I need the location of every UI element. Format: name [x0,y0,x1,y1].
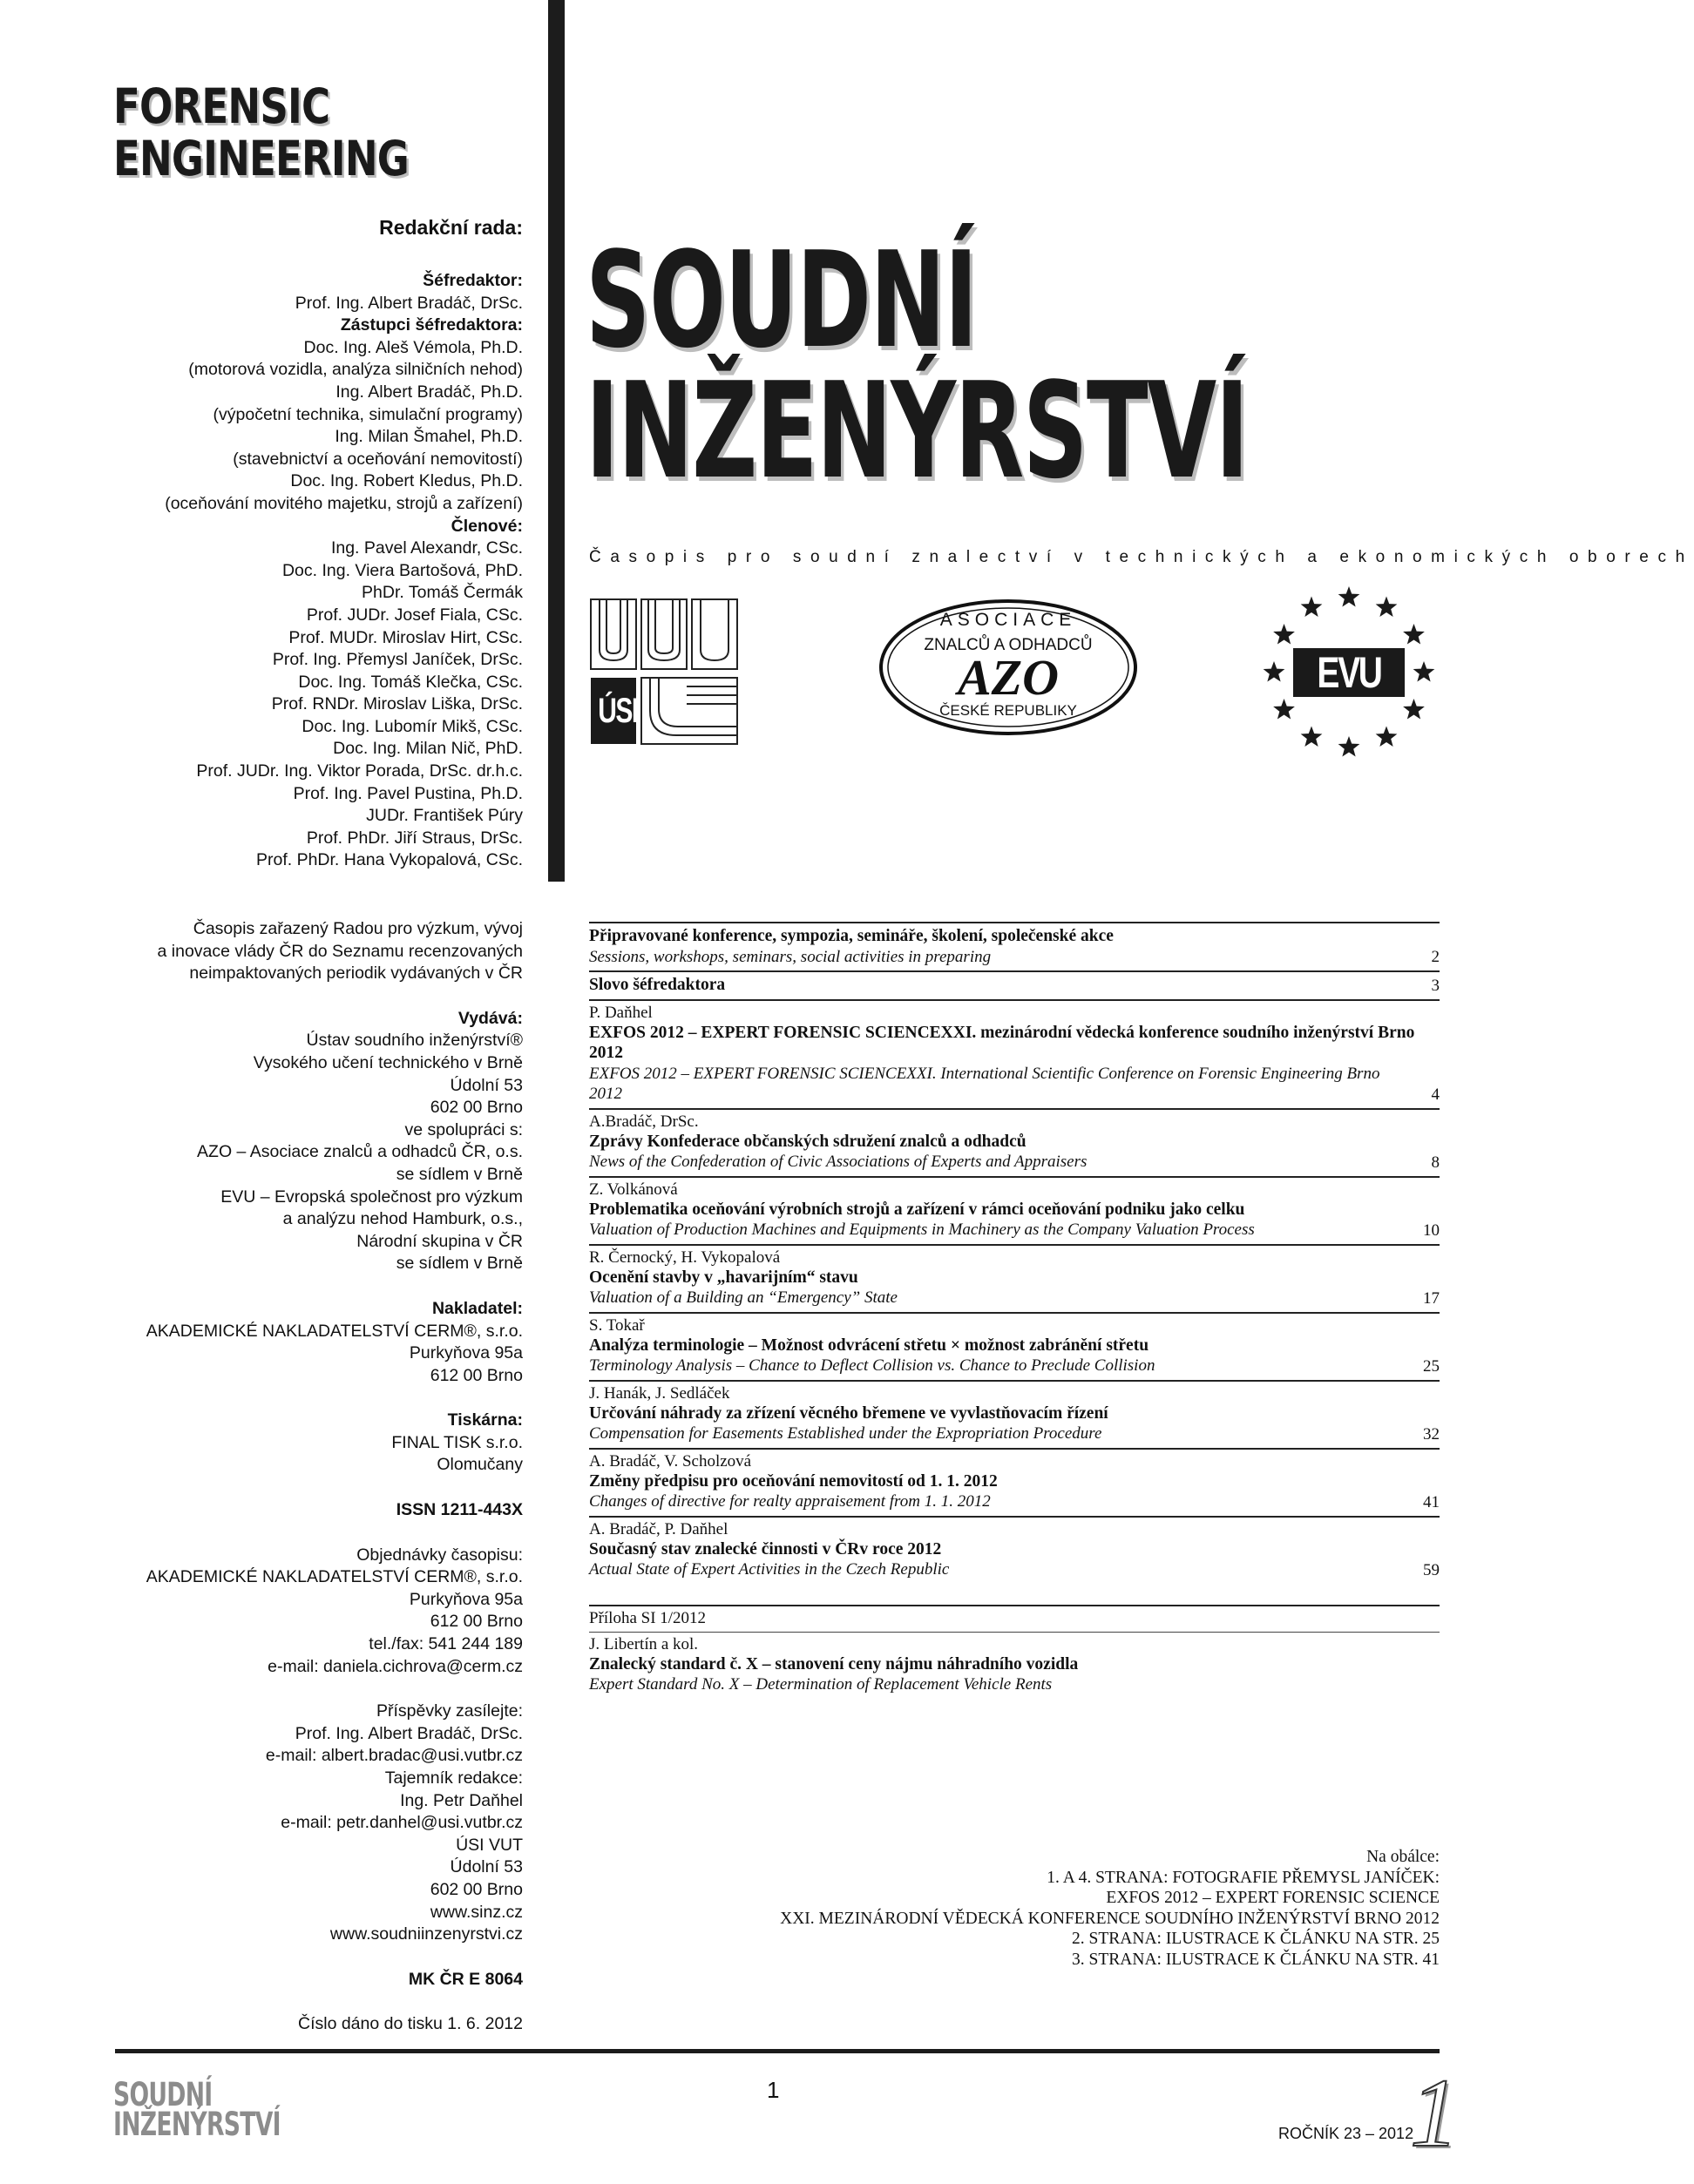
toc-author: Z. Volkánová [589,1180,678,1199]
imprint-line: Číslo dáno do tisku 1. 6. 2012 [297,2014,523,2034]
imprint-block [70,1410,523,1477]
imprint-block [70,1499,523,1522]
imprint-line: AKADEMICKÉ NAKLADATELSTVÍ CERM®, s.r.o. [146,1321,523,1341]
toc-entry[interactable] [589,922,1440,970]
imprint-line: a analýzu nehod Hamburk, o.s., [282,1209,523,1229]
imprint-block [70,1008,523,1275]
imprint-line: AKADEMICKÉ NAKLADATELSTVÍ CERM®, s.r.o. [146,1567,523,1587]
star-icon [1273,699,1295,720]
cover-note-line: Na obálce: [1366,1848,1440,1866]
imprint-line: e-mail: daniela.cichrova@cerm.cz [268,1656,523,1676]
imprint-line: ÚSI VUT [456,1835,523,1855]
star-icon [1338,586,1360,607]
star-icon [1403,699,1425,720]
imprint-line: Tajemník redakce: [384,1768,523,1788]
board-member: JUDr. František Púry [366,806,523,826]
imprint-line: a inovace vlády ČR do Seznamu recenzovaných [157,941,523,961]
imprint-line: Vydává: [457,1008,523,1028]
board-member: (výpočetní technika, simulační programy) [213,404,523,424]
imprint-line: e-mail: petr.danhel@usi.vutbr.cz [281,1813,523,1833]
board-member: (motorová vozidla, analýza silničních nehod) [188,360,523,380]
star-icon [1376,597,1398,618]
title-line-2: INŽENÝRSTVÍ [586,354,1248,508]
toc-title: Připravované konference, sympozia, semináře, školení, společenské akce [589,927,1114,945]
toc-english-title: Actual State of Expert Activities in the Czech Republic [589,1560,950,1579]
toc-page-number: 8 [1431,1153,1440,1172]
imprint-line: Vysokého učení technického v Brně [253,1052,523,1072]
imprint-line: AZO – Asociace znalců a odhadců ČR, o.s. [197,1142,523,1162]
imprint-block [70,1545,523,1679]
toc-entry[interactable] [589,1448,1440,1516]
board-member: Prof. JUDr. Ing. Viktor Porada, DrSc. dr.h.c. [196,761,523,781]
imprint-line: Tiskárna: [447,1410,523,1430]
star-icon [1413,661,1435,682]
supplement-heading: Příloha SI 1/2012 [589,1609,1440,1633]
toc-title: Určování náhrady za zřízení věcného břemene ve vyvlastňovacím řízení [589,1403,1108,1423]
toc-title: Analýza terminologie – Možnost odvrácení střetu × možnost zabránění střetu [589,1335,1149,1355]
imprint-line: 612 00 Brno [430,1612,523,1632]
imprint-line: 602 00 Brno [430,1879,523,1899]
imprint-line: Nakladatel: [431,1298,523,1318]
star-icon [1403,624,1425,645]
imprint-line: e-mail: albert.bradac@usi.vutbr.cz [265,1746,523,1766]
board-member: (stavebnictví a oceňování nemovitostí) [233,449,523,469]
imprint-line: Údolní 53 [450,1075,523,1095]
azo-mid-text: ZNALCŮ A ODHADCŮ [924,636,1093,654]
cover-note-line: EXFOS 2012 – EXPERT FORENSIC SCIENCE [1106,1889,1440,1907]
imprint-line: www.sinz.cz [430,1902,523,1922]
imprint-line: 612 00 Brno [430,1365,523,1385]
board-member: Ing. Pavel Alexandr, CSc. [330,538,523,558]
board-member: Doc. Ing. Viera Bartošová, PhD. [281,560,523,580]
usi-logo [589,598,742,750]
imprint-line: ISSN 1211-443X [396,1500,523,1520]
toc-entry[interactable] [589,1176,1440,1244]
azo-logo [877,598,1139,737]
supplement-author: J. Libertín a kol. [589,1634,699,1653]
board-member: Prof. Ing. Pavel Pustina, Ph.D. [293,783,523,803]
logo-line-2: ENGINEERING [113,131,409,186]
forensic-engineering-logo [113,80,409,185]
imprint-line: neimpaktovaných periodik vydávaných v ČR [189,964,523,984]
toc-entry[interactable] [589,1380,1440,1448]
toc-title: Slovo šéfredaktora [589,976,726,994]
footer-logo-line-2: INŽENÝRSTVÍ [113,2106,281,2143]
imprint-line: Prof. Ing. Albert Bradáč, DrSc. [295,1723,523,1743]
toc-page-number: 17 [1423,1288,1440,1308]
board-member: Prof. Ing. Albert Bradáč, DrSc. [295,293,523,313]
imprint-block [70,1701,523,1946]
editorial-board [70,270,523,872]
imprint-line: Příspěvky zasílejte: [376,1701,523,1721]
footer-logo-line-1: SOUDNÍ [113,2076,213,2113]
imprint-line: se sídlem v Brně [396,1164,523,1184]
azo-bottom-text: ČESKÉ REPUBLIKY [939,702,1077,719]
journal-title [586,223,1248,508]
toc-title: EXFOS 2012 – EXPERT FORENSIC SCIENCEXXI. mezinárodní vědecká konference soudního inženýrství Brno 2012 [589,1023,1415,1062]
imprint-block [70,1298,523,1387]
supplement [589,1605,1440,1699]
toc-english-title: News of the Confederation of Civic Associations of Experts and Appraisers [589,1153,1088,1171]
board-member: PhDr. Tomáš Čermák [362,583,523,603]
board-role-heading: Zástupci šéfredaktora: [340,315,523,335]
toc-entry[interactable] [589,1516,1440,1584]
cover-note-line: 3. STRANA: ILUSTRACE K ČLÁNKU NA STR. 41 [1072,1950,1440,1969]
board-member: (oceňování movitého majetku, strojů a zařízení) [165,493,523,513]
toc-title: Současný stav znalecké činnosti v ČRv roce 2012 [589,1539,942,1559]
imprint-line: MK ČR E 8064 [408,1969,523,1989]
cover-note-line: XXI. MEZINÁRODNÍ VĚDECKÁ KONFERENCE SOUDNÍHO INŽENÝRSTVÍ BRNO 2012 [780,1909,1440,1928]
imprint [70,918,523,2059]
toc-english-title: Valuation of Production Machines and Equipments in Machinery as the Company Valuation Process [589,1220,1255,1239]
toc-page-number: 3 [1431,976,1440,995]
toc-title: Ocenění stavby v „havarijním“ stavu [589,1268,858,1287]
toc-entry[interactable] [589,970,1440,999]
board-member: Prof. PhDr. Jiří Straus, DrSc. [306,828,523,848]
board-member: Prof. PhDr. Hana Vykopalová, CSc. [255,850,523,870]
board-member: Ing. Albert Bradáč, Ph.D. [335,382,523,402]
azo-main-text: AZO [958,649,1059,706]
star-icon [1264,661,1285,682]
imprint-line: Časopis zařazený Radou pro výzkum, vývoj [193,919,523,938]
volume-label: ROČNÍK 23 – 2012 [1278,2125,1414,2142]
toc-english-title: Changes of directive for realty appraisement from 1. 1. 2012 [589,1492,991,1511]
imprint-line: Národní skupina v ČR [356,1231,523,1251]
title-line-1: SOUDNÍ [586,223,977,377]
imprint-line: 602 00 Brno [430,1098,523,1118]
cover-note-line: 2. STRANA: ILUSTRACE K ČLÁNKU NA STR. 25 [1072,1930,1440,1948]
toc-page-number: 25 [1423,1356,1440,1376]
star-icon [1273,624,1295,645]
toc-page-number: 59 [1423,1560,1440,1579]
toc-page-number: 41 [1423,1492,1440,1511]
toc-english-title: Compensation for Easements Established under the Expropriation Procedure [589,1424,1102,1443]
imprint-line: Objednávky časopisu: [356,1545,523,1565]
evu-logo-text: EVU [1317,648,1381,697]
imprint-line: Olomučany [437,1455,523,1475]
board-member: Doc. Ing. Tomáš Klečka, CSc. [298,672,523,692]
usi-logo-text: ÚSI [598,692,638,730]
imprint-line: Purkyňova 95a [409,1343,523,1363]
board-member: Doc. Ing. Aleš Vémola, Ph.D. [303,337,523,357]
toc-entry[interactable] [589,1244,1440,1312]
page-number: 1 [767,2077,780,2103]
toc-page-number: 10 [1423,1220,1440,1240]
imprint-line: EVU – Evropská společnost pro výzkum [220,1187,523,1207]
imprint-line: ve spolupráci s: [404,1119,523,1139]
imprint-block [70,918,523,985]
journal-subtitle: Časopis pro soudní znalectví v technických a ekonomických oborech [589,548,1694,566]
toc-title: Změny předpisu pro oceňování nemovitostí od 1. 1. 2012 [589,1471,998,1491]
imprint-line: Údolní 53 [450,1857,523,1877]
star-icon [1301,726,1323,747]
supplement-english-title: Expert Standard No. X – Determination of Replacement Vehicle Rents [589,1675,1053,1694]
footer-divider [115,2049,1440,2053]
imprint-block [70,1969,523,1991]
board-member: Doc. Ing. Lubomír Mikš, CSc. [302,716,523,736]
table-of-contents [589,922,1440,1699]
toc-page-number: 32 [1423,1424,1440,1444]
imprint-line: Purkyňova 95a [409,1589,523,1609]
star-icon [1338,736,1360,757]
board-member: Prof. Ing. Přemysl Janíček, DrSc. [272,650,523,670]
imprint-line: FINAL TISK s.r.o. [391,1432,523,1452]
imprint-line: tel./fax: 541 244 189 [369,1634,523,1654]
toc-author: A. Bradáč, P. Daňhel [589,1519,728,1538]
toc-title: Zprávy Konfederace občanských sdružení znalců a odhadců [589,1132,1027,1151]
toc-author: A.Bradáč, DrSc. [589,1112,699,1131]
toc-author: J. Hanák, J. Sedláček [589,1383,730,1403]
imprint-block [70,2013,523,2036]
board-role-heading: Šéfredaktor: [423,271,523,290]
toc-title: Problematika oceňování výrobních strojů a zařízení v rámci oceňování podniku jako celku [589,1200,1245,1219]
imprint-line: Ing. Petr Daňhel [400,1790,523,1810]
board-member: Prof. JUDr. Josef Fiala, CSc. [306,605,523,625]
star-icon [1301,597,1323,618]
issue-number: 1 [1410,2059,1459,2167]
cover-note-line: 1. A 4. STRANA: FOTOGRAFIE PŘEMYSL JANÍČEK: [1047,1868,1440,1887]
board-member: Doc. Ing. Robert Kledus, Ph.D. [290,471,523,491]
imprint-line: www.soudniinzenyrstvi.cz [329,1924,523,1944]
board-member: Doc. Ing. Milan Nič, PhD. [333,739,523,759]
toc-page-number: 4 [1431,1085,1440,1104]
azo-top-text: ASOCIACE [939,610,1077,630]
board-member: Ing. Milan Šmahel, Ph.D. [335,427,523,447]
logo-line-1: FORENSIC [113,78,330,134]
cover-notes [780,1847,1440,1970]
toc-author: R. Černocký, H. Vykopalová [589,1248,781,1267]
toc-english-title: Sessions, workshops, seminars, social activities in preparing [589,947,992,966]
board-role-heading: Členové: [451,516,523,536]
toc-author: P. Daňhel [589,1003,653,1022]
toc-page-number: 2 [1431,948,1440,966]
toc-english-title: Terminology Analysis – Chance to Deflect Collision vs. Chance to Preclude Collision [589,1356,1155,1375]
toc-english-title: Valuation of a Building an “Emergency” State [589,1288,898,1307]
toc-author: S. Tokař [589,1315,645,1335]
vertical-divider [548,0,565,882]
toc-entry[interactable] [589,1108,1440,1176]
toc-author: A. Bradáč, V. Scholzová [589,1451,752,1471]
evu-logo [1262,585,1436,760]
supplement-title: Znalecký standard č. X – stanovení ceny nájmu náhradního vozidla [589,1654,1079,1673]
board-member: Prof. RNDr. Miroslav Liška, DrSc. [271,694,523,714]
toc-entry[interactable] [589,1312,1440,1380]
footer-logo [113,2076,281,2143]
board-heading: Redakční rada: [379,216,523,239]
imprint-line: Ústav soudního inženýrství® [306,1031,523,1051]
toc-english-title: EXFOS 2012 – EXPERT FORENSIC SCIENCEXXI. International Scientific Conference on Forensic Engineering Brno 2012 [589,1064,1380,1103]
star-icon [1376,726,1398,747]
imprint-line: se sídlem v Brně [396,1254,523,1274]
board-member: Prof. MUDr. Miroslav Hirt, CSc. [288,627,523,647]
toc-entry[interactable] [589,999,1440,1108]
